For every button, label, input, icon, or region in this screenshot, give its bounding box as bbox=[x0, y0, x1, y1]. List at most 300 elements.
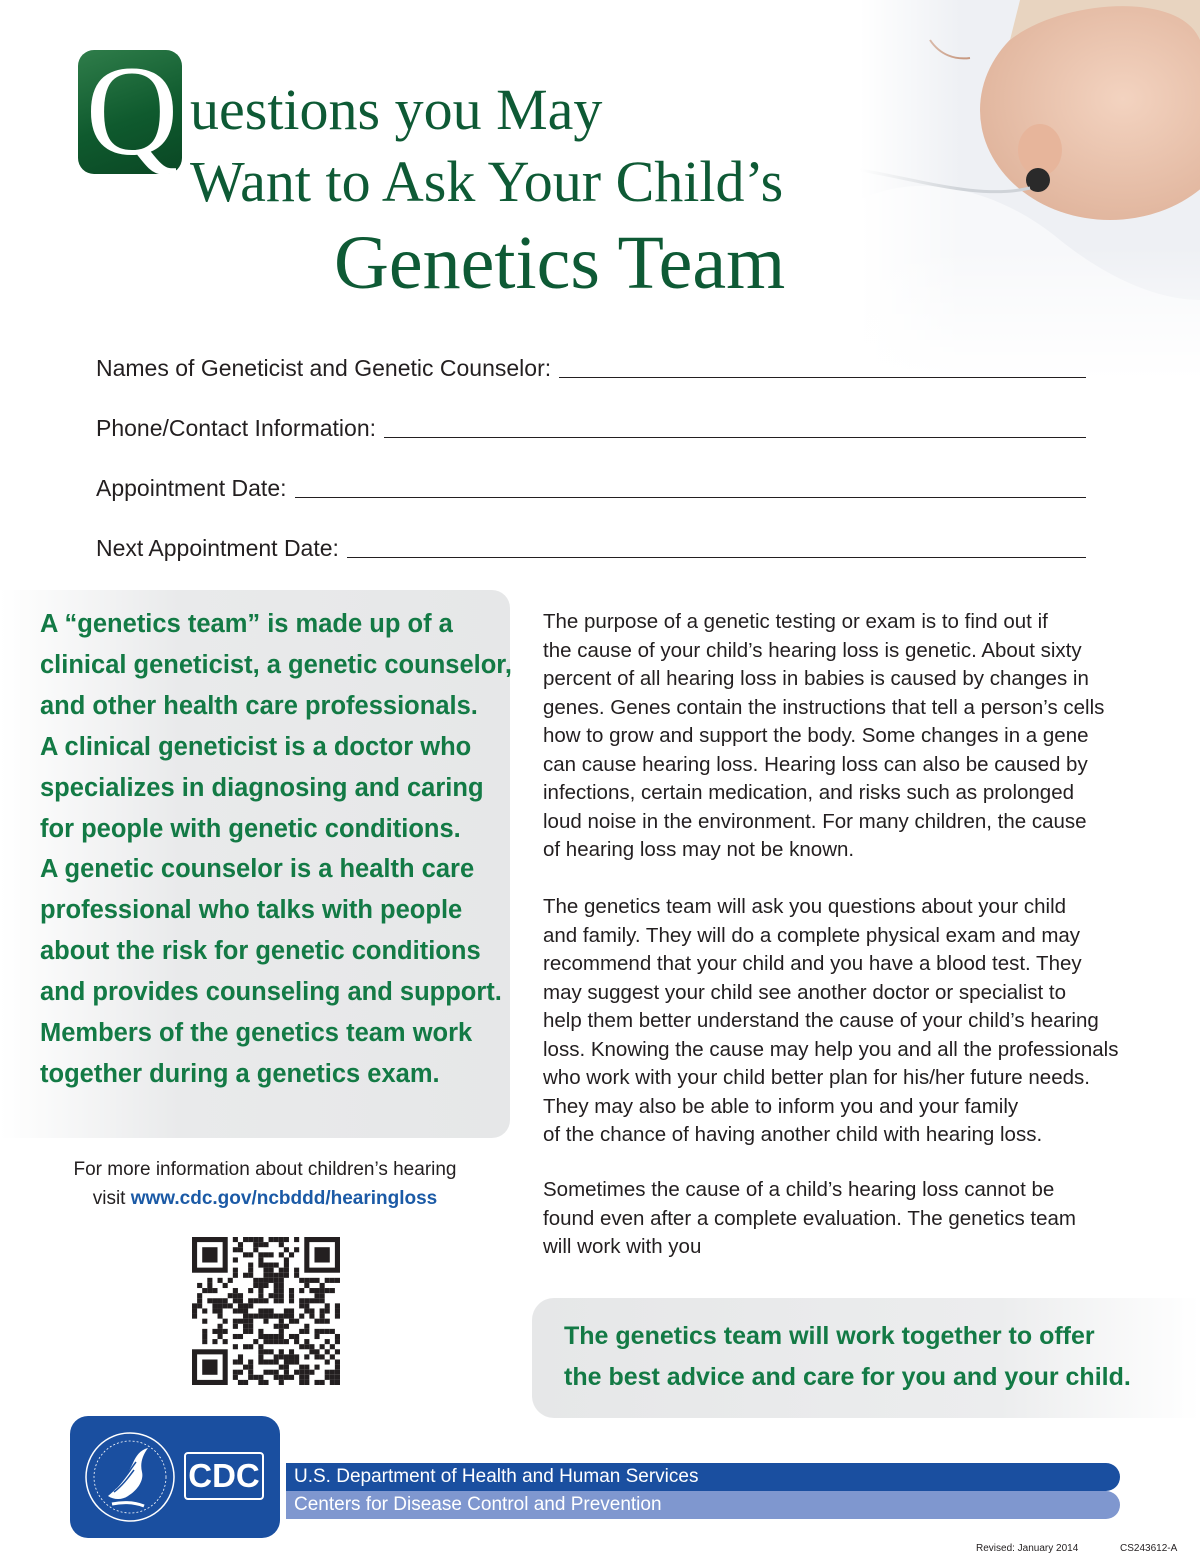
qr-module bbox=[248, 1252, 253, 1257]
qr-module bbox=[294, 1339, 299, 1344]
qr-module bbox=[320, 1283, 325, 1288]
qr-module bbox=[248, 1298, 253, 1303]
cdc-logo: CDC bbox=[184, 1452, 264, 1500]
qr-module bbox=[279, 1375, 284, 1380]
qr-module bbox=[263, 1319, 268, 1324]
qr-module bbox=[330, 1380, 335, 1385]
qr-module bbox=[258, 1314, 263, 1319]
qr-module bbox=[304, 1354, 309, 1359]
qr-module bbox=[269, 1359, 274, 1364]
qr-module bbox=[330, 1329, 335, 1334]
qr-module bbox=[253, 1237, 258, 1242]
qr-module bbox=[279, 1329, 284, 1334]
qr-module bbox=[284, 1375, 289, 1380]
intro-line: Members of the genetics team work bbox=[40, 1019, 473, 1048]
qr-module bbox=[330, 1370, 335, 1375]
qr-module bbox=[335, 1334, 340, 1339]
qr-module bbox=[263, 1339, 268, 1344]
qr-module bbox=[192, 1303, 197, 1308]
qr-module bbox=[202, 1329, 207, 1334]
qr-module bbox=[263, 1263, 268, 1268]
next-appointment-date-line[interactable] bbox=[347, 535, 1086, 558]
qr-module bbox=[248, 1288, 253, 1293]
next-appointment-date-field[interactable] bbox=[96, 526, 1086, 562]
body-line: They may also be able to inform you and your family bbox=[543, 1094, 1019, 1118]
qr-module bbox=[269, 1293, 274, 1298]
qr-module bbox=[314, 1247, 329, 1262]
qr-module bbox=[238, 1247, 243, 1252]
qr-module bbox=[335, 1349, 340, 1354]
body-line: infections, certain medication, and risks such as prolonged bbox=[543, 781, 1075, 804]
names-field[interactable] bbox=[96, 346, 1086, 382]
qr-module bbox=[269, 1252, 274, 1257]
intro-line: A clinical geneticist is a doctor who bbox=[40, 732, 472, 761]
body-paragraph-1 bbox=[543, 608, 1123, 865]
qr-module bbox=[218, 1314, 223, 1319]
appointment-date-line[interactable] bbox=[295, 475, 1086, 498]
qr-module bbox=[223, 1319, 228, 1324]
qr-code[interactable] bbox=[192, 1237, 340, 1385]
qr-module bbox=[233, 1344, 238, 1349]
qr-module bbox=[233, 1257, 238, 1262]
qr-module bbox=[238, 1298, 243, 1303]
qr-module bbox=[299, 1365, 304, 1370]
qr-module bbox=[258, 1354, 263, 1359]
qr-module bbox=[320, 1380, 325, 1385]
qr-module bbox=[233, 1324, 238, 1329]
qr-module bbox=[212, 1288, 217, 1293]
phone-field-line[interactable] bbox=[384, 415, 1086, 438]
qr-module bbox=[335, 1380, 340, 1385]
qr-module bbox=[289, 1293, 294, 1298]
qr-module bbox=[274, 1283, 279, 1288]
qr-module bbox=[223, 1283, 228, 1288]
qr-module bbox=[243, 1324, 248, 1329]
qr-module bbox=[309, 1298, 314, 1303]
qr-module bbox=[294, 1354, 299, 1359]
names-field-line[interactable] bbox=[559, 355, 1086, 378]
qr-module bbox=[294, 1334, 299, 1339]
qr-module bbox=[233, 1237, 238, 1242]
body-line: loud noise in the environment. For many children, the cause bbox=[543, 809, 1087, 833]
qr-module bbox=[314, 1288, 319, 1293]
intro-line: specializes in diagnosing and caring bbox=[40, 773, 484, 802]
qr-module bbox=[274, 1263, 279, 1268]
qr-module bbox=[314, 1380, 319, 1385]
qr-module bbox=[299, 1344, 304, 1349]
qr-module bbox=[325, 1339, 330, 1344]
qr-module bbox=[253, 1278, 258, 1283]
qr-module bbox=[207, 1278, 212, 1283]
phone-field[interactable] bbox=[96, 406, 1086, 442]
qr-module bbox=[248, 1303, 253, 1308]
qr-module bbox=[274, 1314, 279, 1319]
qr-module bbox=[248, 1314, 253, 1319]
qr-module bbox=[233, 1319, 238, 1324]
qr-module bbox=[325, 1370, 330, 1375]
qr-module bbox=[233, 1308, 238, 1313]
qr-module bbox=[325, 1359, 330, 1364]
qr-module bbox=[309, 1349, 314, 1354]
intro-line: together during a genetics exam. bbox=[40, 1059, 440, 1088]
qr-module bbox=[269, 1339, 274, 1344]
footer-agency: Centers for Disease Control and Prevention bbox=[294, 1494, 662, 1515]
qr-module bbox=[258, 1375, 263, 1380]
hhs-eagle-seal-icon bbox=[78, 1418, 182, 1536]
qr-module bbox=[294, 1247, 299, 1252]
body-line: loss. Knowing the cause may help you and all the professionals bbox=[543, 1037, 1119, 1061]
qr-module bbox=[248, 1268, 253, 1273]
qr-module bbox=[202, 1247, 217, 1262]
qr-module bbox=[258, 1278, 263, 1283]
qr-module bbox=[274, 1370, 279, 1375]
qr-module bbox=[314, 1293, 319, 1298]
qr-module bbox=[294, 1273, 299, 1278]
qr-module bbox=[309, 1278, 314, 1283]
qr-module bbox=[279, 1237, 284, 1242]
qr-module bbox=[243, 1252, 248, 1257]
qr-module bbox=[253, 1298, 258, 1303]
qr-module bbox=[238, 1308, 243, 1313]
more-info-visit: visit bbox=[92, 1188, 131, 1209]
qr-module bbox=[243, 1344, 248, 1349]
intro-line: A genetic counselor is a health care bbox=[40, 855, 475, 884]
qr-module bbox=[274, 1288, 279, 1293]
qr-module bbox=[212, 1308, 217, 1313]
qr-module bbox=[274, 1334, 279, 1339]
qr-module bbox=[284, 1324, 289, 1329]
body-line: recommend that your child and you have a blood test. They bbox=[543, 952, 1082, 975]
more-info bbox=[40, 1155, 490, 1213]
qr-module bbox=[325, 1349, 330, 1354]
qr-module bbox=[279, 1380, 284, 1385]
qr-module bbox=[320, 1288, 325, 1293]
qr-module bbox=[238, 1359, 243, 1364]
qr-module bbox=[304, 1329, 309, 1334]
qr-module bbox=[253, 1242, 258, 1247]
qr-module bbox=[325, 1375, 330, 1380]
qr-module bbox=[274, 1375, 279, 1380]
qr-module bbox=[294, 1370, 299, 1375]
qr-module bbox=[263, 1349, 268, 1354]
qr-module bbox=[207, 1283, 212, 1288]
qr-module bbox=[320, 1354, 325, 1359]
qr-module bbox=[223, 1303, 228, 1308]
qr-module bbox=[258, 1257, 263, 1262]
qr-module bbox=[279, 1314, 284, 1319]
qr-module bbox=[320, 1293, 325, 1298]
qr-module bbox=[335, 1370, 340, 1375]
qr-module bbox=[197, 1303, 202, 1308]
qr-module bbox=[304, 1308, 309, 1313]
qr-module bbox=[325, 1303, 330, 1308]
qr-module bbox=[253, 1314, 258, 1319]
intro-text bbox=[40, 604, 510, 1095]
qr-module bbox=[243, 1314, 248, 1319]
qr-module bbox=[284, 1359, 289, 1364]
qr-module bbox=[279, 1334, 284, 1339]
body-line: who work with your child better plan for his/her future needs. bbox=[543, 1066, 1090, 1089]
qr-module bbox=[218, 1334, 223, 1339]
qr-module bbox=[304, 1339, 309, 1344]
body-paragraph-3 bbox=[543, 1176, 1123, 1262]
body-line: help them better understand the cause of your child’s hearing bbox=[543, 1009, 1099, 1032]
qr-module bbox=[258, 1288, 263, 1293]
qr-module bbox=[263, 1298, 268, 1303]
qr-module bbox=[284, 1370, 289, 1375]
qr-module bbox=[212, 1298, 217, 1303]
qr-module bbox=[263, 1370, 268, 1375]
qr-module bbox=[258, 1359, 263, 1364]
qr-module bbox=[330, 1354, 335, 1359]
qr-module bbox=[330, 1278, 335, 1283]
qr-module bbox=[197, 1293, 202, 1298]
qr-module bbox=[289, 1252, 294, 1257]
qr-module bbox=[330, 1375, 335, 1380]
qr-module bbox=[258, 1344, 263, 1349]
intro-line: A “genetics team” is made up of a bbox=[40, 610, 453, 638]
qr-module bbox=[274, 1324, 279, 1329]
qr-module bbox=[233, 1334, 238, 1339]
qr-module bbox=[279, 1324, 284, 1329]
names-field-label: Names of Geneticist and Genetic Counselor: bbox=[96, 355, 552, 381]
qr-module bbox=[304, 1298, 309, 1303]
qr-module bbox=[269, 1349, 274, 1354]
qr-module bbox=[289, 1359, 294, 1364]
title-initial-letter: Q bbox=[85, 40, 179, 182]
qr-module bbox=[212, 1339, 217, 1344]
qr-module bbox=[304, 1278, 309, 1283]
qr-module bbox=[228, 1278, 233, 1283]
qr-module bbox=[218, 1329, 223, 1334]
qr-module bbox=[243, 1308, 248, 1313]
qr-module bbox=[284, 1365, 289, 1370]
intro-line: and other health care professionals. bbox=[40, 691, 478, 720]
qr-module bbox=[320, 1314, 325, 1319]
qr-module bbox=[330, 1288, 335, 1293]
title-line-3: Genetics Team bbox=[334, 221, 786, 305]
qr-module bbox=[335, 1314, 340, 1319]
qr-module bbox=[218, 1324, 223, 1329]
qr-module bbox=[218, 1278, 223, 1283]
body-line: the cause of your child’s hearing loss is genetic. About sixty bbox=[543, 638, 1082, 662]
qr-module bbox=[233, 1359, 238, 1364]
qr-module bbox=[314, 1365, 319, 1370]
body-line: The genetics team will ask you questions about your child bbox=[543, 895, 1067, 918]
qr-module bbox=[279, 1339, 284, 1344]
qr-module bbox=[269, 1278, 274, 1283]
qr-module bbox=[304, 1370, 309, 1375]
qr-module bbox=[279, 1298, 284, 1303]
qr-module bbox=[197, 1283, 202, 1288]
qr-module bbox=[314, 1334, 319, 1339]
qr-module bbox=[233, 1288, 238, 1293]
qr-module bbox=[299, 1380, 304, 1385]
qr-module bbox=[284, 1308, 289, 1313]
body-line: of hearing loss may not be known. bbox=[543, 838, 855, 861]
qr-module bbox=[274, 1273, 279, 1278]
qr-module bbox=[223, 1339, 228, 1344]
qr-module bbox=[202, 1334, 207, 1339]
qr-module bbox=[294, 1268, 299, 1273]
qr-module bbox=[284, 1354, 289, 1359]
qr-module bbox=[284, 1273, 289, 1278]
qr-module bbox=[258, 1252, 263, 1257]
qr-module bbox=[279, 1288, 284, 1293]
qr-module bbox=[304, 1375, 309, 1380]
qr-module bbox=[207, 1298, 212, 1303]
next-appointment-date-label: Next Appointment Date: bbox=[96, 535, 339, 561]
qr-module bbox=[314, 1298, 319, 1303]
more-info-line: For more information about children’s hearing bbox=[73, 1159, 457, 1180]
intro-line: professional who talks with people bbox=[40, 896, 463, 925]
qr-module bbox=[325, 1288, 330, 1293]
qr-module bbox=[258, 1308, 263, 1313]
qr-module bbox=[258, 1242, 263, 1247]
qr-module bbox=[304, 1283, 309, 1288]
qr-module bbox=[335, 1308, 340, 1313]
qr-module bbox=[279, 1242, 284, 1247]
body-line: and family. They will do a complete physical exam and may bbox=[543, 923, 1081, 947]
qr-module bbox=[263, 1308, 268, 1313]
qr-module bbox=[233, 1273, 238, 1278]
qr-module bbox=[274, 1339, 279, 1344]
qr-module bbox=[253, 1283, 258, 1288]
qr-module bbox=[223, 1298, 228, 1303]
appointment-date-field[interactable] bbox=[96, 466, 1086, 502]
qr-module bbox=[263, 1273, 268, 1278]
qr-module bbox=[202, 1339, 207, 1344]
qr-module bbox=[279, 1349, 284, 1354]
qr-module bbox=[238, 1319, 243, 1324]
qr-module bbox=[218, 1298, 223, 1303]
qr-module bbox=[314, 1319, 319, 1324]
qr-module bbox=[243, 1237, 248, 1242]
qr-module bbox=[330, 1344, 335, 1349]
qr-module bbox=[320, 1308, 325, 1313]
qr-module bbox=[289, 1319, 294, 1324]
qr-module bbox=[233, 1298, 238, 1303]
qr-module bbox=[289, 1334, 294, 1339]
qr-module bbox=[274, 1237, 279, 1242]
qr-module bbox=[248, 1237, 253, 1242]
qr-module bbox=[274, 1278, 279, 1283]
qr-module bbox=[309, 1314, 314, 1319]
qr-module bbox=[233, 1293, 238, 1298]
qr-module bbox=[294, 1237, 299, 1242]
qr-module bbox=[212, 1303, 217, 1308]
body-line: of the chance of having another child with hearing loss. bbox=[543, 1123, 1043, 1146]
qr-module bbox=[299, 1370, 304, 1375]
qr-module bbox=[253, 1247, 258, 1252]
qr-module bbox=[243, 1365, 248, 1370]
qr-module bbox=[263, 1278, 268, 1283]
qr-module bbox=[289, 1354, 294, 1359]
qr-module bbox=[320, 1329, 325, 1334]
qr-module bbox=[289, 1298, 294, 1303]
qr-module bbox=[243, 1380, 248, 1385]
qr-module bbox=[279, 1273, 284, 1278]
qr-module bbox=[263, 1334, 268, 1339]
qr-module bbox=[284, 1237, 289, 1242]
qr-module bbox=[269, 1273, 274, 1278]
qr-module bbox=[212, 1329, 217, 1334]
body-line: percent of all hearing loss in babies is caused by changes in bbox=[543, 667, 1089, 690]
revised-date: Revised: January 2014 bbox=[976, 1543, 1079, 1554]
callout-line: the best advice and care for you and your child. bbox=[564, 1363, 1131, 1391]
qr-module bbox=[269, 1334, 274, 1339]
qr-module bbox=[335, 1359, 340, 1364]
qr-module bbox=[309, 1344, 314, 1349]
qr-module bbox=[325, 1278, 330, 1283]
qr-module bbox=[335, 1365, 340, 1370]
qr-module bbox=[248, 1370, 253, 1375]
qr-module bbox=[289, 1288, 294, 1293]
title-line-2: Want to Ask Your Child’s bbox=[190, 149, 784, 214]
qr-module bbox=[228, 1303, 233, 1308]
qr-module bbox=[314, 1354, 319, 1359]
qr-module bbox=[335, 1339, 340, 1344]
qr-module bbox=[304, 1324, 309, 1329]
qr-module bbox=[279, 1278, 284, 1283]
qr-module bbox=[253, 1339, 258, 1344]
qr-module bbox=[258, 1293, 263, 1298]
hearingloss-link[interactable]: www.cdc.gov/ncbddd/hearingloss bbox=[130, 1188, 438, 1209]
qr-module bbox=[309, 1288, 314, 1293]
qr-module bbox=[279, 1283, 284, 1288]
qr-module bbox=[284, 1339, 289, 1344]
baby-photo bbox=[860, 0, 1200, 380]
phone-field-label: Phone/Contact Information: bbox=[96, 415, 376, 441]
qr-module bbox=[238, 1293, 243, 1298]
qr-module bbox=[253, 1375, 258, 1380]
qr-module bbox=[279, 1268, 284, 1273]
qr-module bbox=[218, 1303, 223, 1308]
qr-module bbox=[299, 1303, 304, 1308]
qr-module bbox=[309, 1308, 314, 1313]
qr-module bbox=[294, 1319, 299, 1324]
qr-module bbox=[258, 1380, 263, 1385]
body-line: may suggest your child see another doctor or specialist to bbox=[543, 980, 1067, 1004]
body-line: The purpose of a genetic testing or exam is to find out if bbox=[543, 610, 1048, 633]
qr-module bbox=[269, 1237, 274, 1242]
qr-module bbox=[304, 1365, 309, 1370]
qr-module bbox=[258, 1237, 263, 1242]
qr-module bbox=[335, 1303, 340, 1308]
appointment-date-label: Appointment Date: bbox=[96, 475, 287, 501]
qr-module bbox=[197, 1298, 202, 1303]
qr-module bbox=[304, 1303, 309, 1308]
qr-module bbox=[274, 1359, 279, 1364]
qr-module bbox=[263, 1314, 268, 1319]
qr-module bbox=[309, 1370, 314, 1375]
qr-module bbox=[269, 1263, 274, 1268]
qr-module bbox=[325, 1308, 330, 1313]
qr-module bbox=[263, 1242, 268, 1247]
qr-module bbox=[284, 1314, 289, 1319]
qr-module bbox=[314, 1278, 319, 1283]
qr-module bbox=[279, 1365, 284, 1370]
qr-module bbox=[279, 1354, 284, 1359]
qr-module bbox=[223, 1329, 228, 1334]
qr-module bbox=[248, 1329, 253, 1334]
qr-module bbox=[233, 1370, 238, 1375]
intro-line: for people with genetic conditions. bbox=[40, 814, 461, 843]
qr-module bbox=[284, 1263, 289, 1268]
qr-module bbox=[233, 1247, 238, 1252]
qr-module bbox=[202, 1359, 217, 1374]
qr-module bbox=[248, 1273, 253, 1278]
